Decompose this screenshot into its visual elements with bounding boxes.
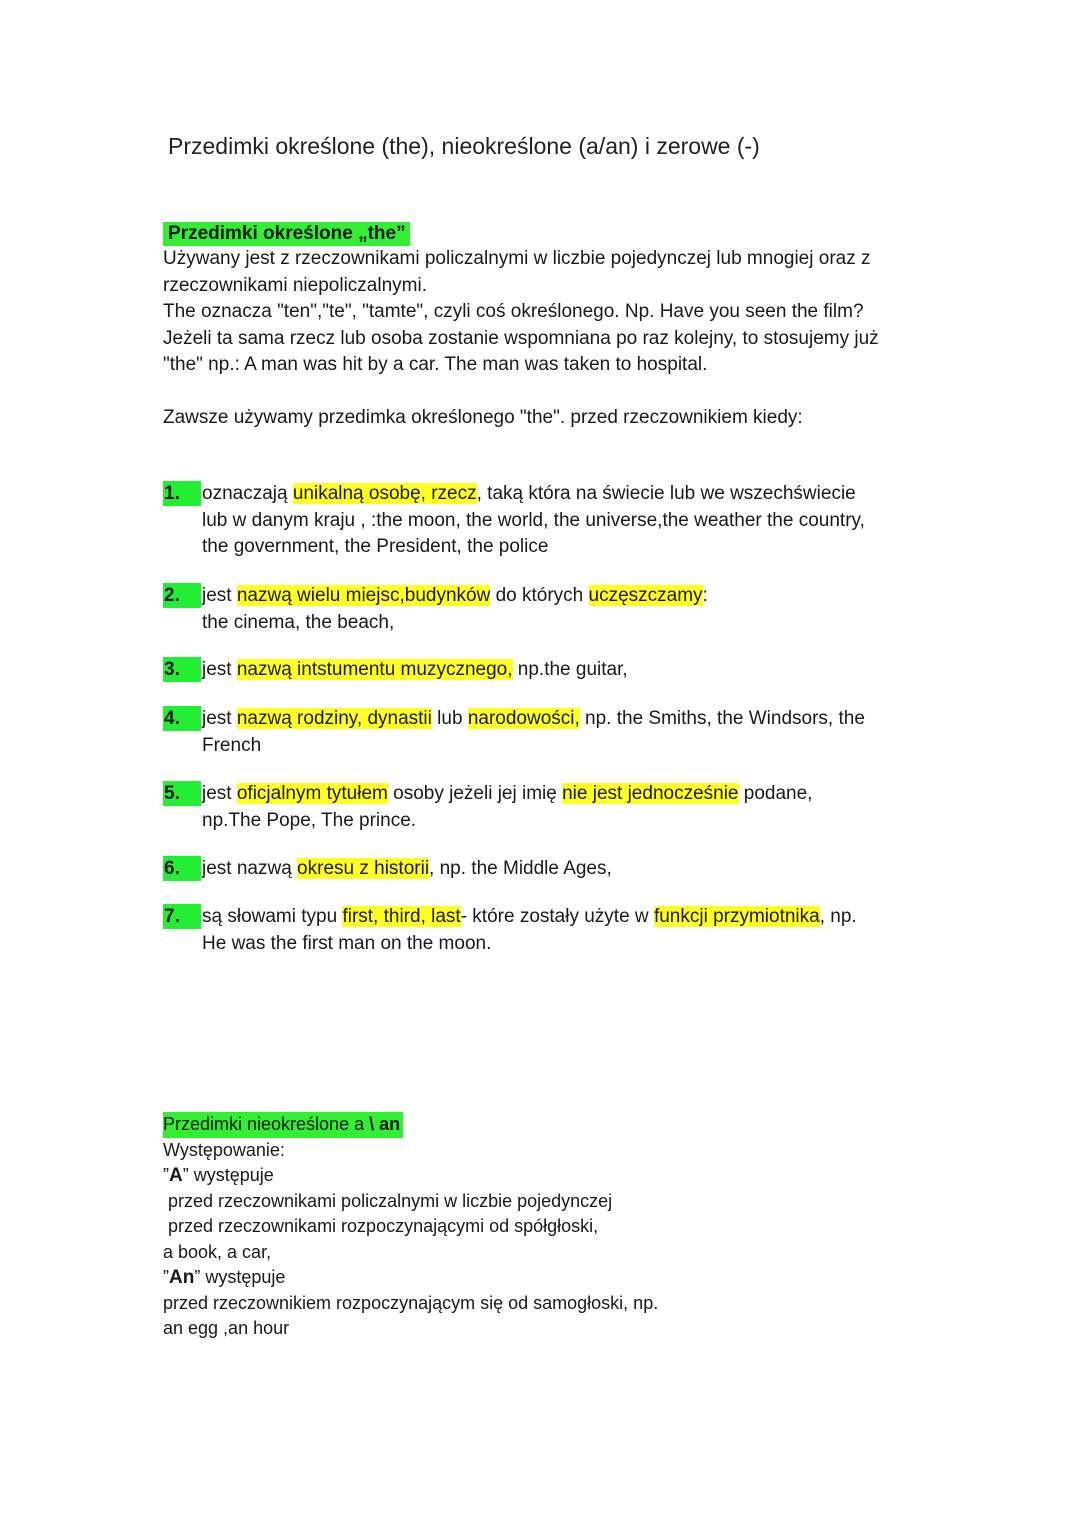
rule-item-1 [163, 481, 943, 561]
item-number: 4. [163, 706, 201, 731]
intro-line: Jeżeli ta sama rzecz lub osoba zostanie wspomniana po raz kolejny, to stosujemy już [163, 327, 879, 349]
item-line: the government, the President, the police [202, 536, 549, 557]
rule-item-7 [163, 904, 943, 957]
highlight: nazwą intstumentu muzycznego, [236, 659, 513, 680]
highlight: funkcji przymiotnika [653, 906, 820, 927]
highlight: nazwą rodziny, dynastii [236, 708, 432, 729]
item-number: 1. [163, 481, 201, 506]
a-rule-line: przed rzeczownikami rozpoczynającymi od spółgłoski, [168, 1216, 599, 1236]
lead-in-sentence: Zawsze używamy przedimka określonego "the". przed rzeczownikiem kiedy: [163, 407, 803, 428]
rule-item-3 [163, 657, 943, 684]
item-number: 2. [163, 583, 201, 608]
item-line: jest nazwą intstumentu muzycznego, np.the guitar, [202, 659, 628, 680]
an-examples: an egg ,an hour [163, 1318, 290, 1338]
item-number: 6. [163, 856, 201, 881]
rule-item-6 [163, 856, 943, 883]
highlight: narodowości, [467, 708, 580, 729]
highlight: nazwą wielu miejsc,budynków [236, 585, 491, 606]
highlight: first, third, last [342, 906, 461, 927]
item-number: 7. [163, 904, 201, 929]
highlight: nie jest jednocześnie [562, 783, 739, 804]
an-rule-line: przed rzeczownikiem rozpoczynającym się od samogłoski, np. [163, 1292, 659, 1313]
rule-item-2 [163, 583, 943, 636]
highlight: unikalną osobę, rzecz [292, 483, 477, 504]
a-examples: a book, a car, [163, 1241, 272, 1262]
item-number: 5. [163, 781, 201, 806]
section-heading-indefinite: Przedimki nieokreślone a \ an [163, 1112, 863, 1138]
item-line: jest oficjalnym tytułem osoby jeżeli jej imię nie jest jednocześnie podane, [202, 783, 813, 804]
definite-intro-paragraph [163, 246, 943, 379]
page-title: Przedimki określone (the), nieokreślone (a/an) i zerowe (-) [168, 133, 760, 159]
intro-line: "the" np.: A man was hit by a car. The man was taken to hospital. [163, 354, 708, 375]
item-line: np.The Pope, The prince. [202, 809, 417, 831]
indefinite-articles-section [163, 1112, 863, 1342]
item-line: lub w danym kraju , :the moon, the world, the universe,the weather the country, [202, 509, 865, 531]
intro-line: rzeczownikami niepoliczalnymi. [163, 274, 427, 296]
a-rule-line: przed rzeczownikami policzalnymi w liczbie pojedynczej [168, 1190, 613, 1211]
intro-line: The oznacza "ten","te", "tamte", czyli coś określonego. Np. Have you seen the film? [163, 301, 864, 322]
item-line: jest nazwą rodziny, dynastii lub narodowości, np. the Smiths, the Windsors, the [202, 708, 865, 729]
item-line: French [202, 734, 262, 756]
item-line: oznaczają unikalną osobę, rzecz, taką która na świecie lub we wszechświecie [202, 483, 856, 504]
intro-line: Używany jest z rzeczownikami policzalnymi w liczbie pojedynczej lub mnogiej oraz z [163, 248, 871, 269]
a-article-heading: ”A” występuje [163, 1165, 274, 1186]
item-line: są słowami typu first, third, last- które zostały użyte w funkcji przymiotnika, np. [202, 906, 857, 927]
occurrence-label: Występowanie: [163, 1139, 285, 1160]
highlight: uczęszczamy [588, 585, 703, 606]
item-line: the cinema, the beach, [202, 611, 395, 633]
highlight: oficjalnym tytułem [236, 783, 388, 804]
item-number: 3. [163, 657, 201, 682]
item-line: jest nazwą wielu miejsc,budynków do których uczęszczamy: [202, 585, 708, 606]
rule-item-5 [163, 781, 943, 834]
rule-item-4 [163, 706, 943, 759]
item-line: He was the first man on the moon. [202, 932, 492, 954]
section-heading-definite: Przedimki określone „the” [163, 222, 410, 246]
item-line: jest nazwą okresu z historii, np. the Middle Ages, [202, 858, 612, 879]
an-article-heading: ”An” występuje [163, 1267, 286, 1288]
highlight: okresu z historii [297, 858, 430, 879]
